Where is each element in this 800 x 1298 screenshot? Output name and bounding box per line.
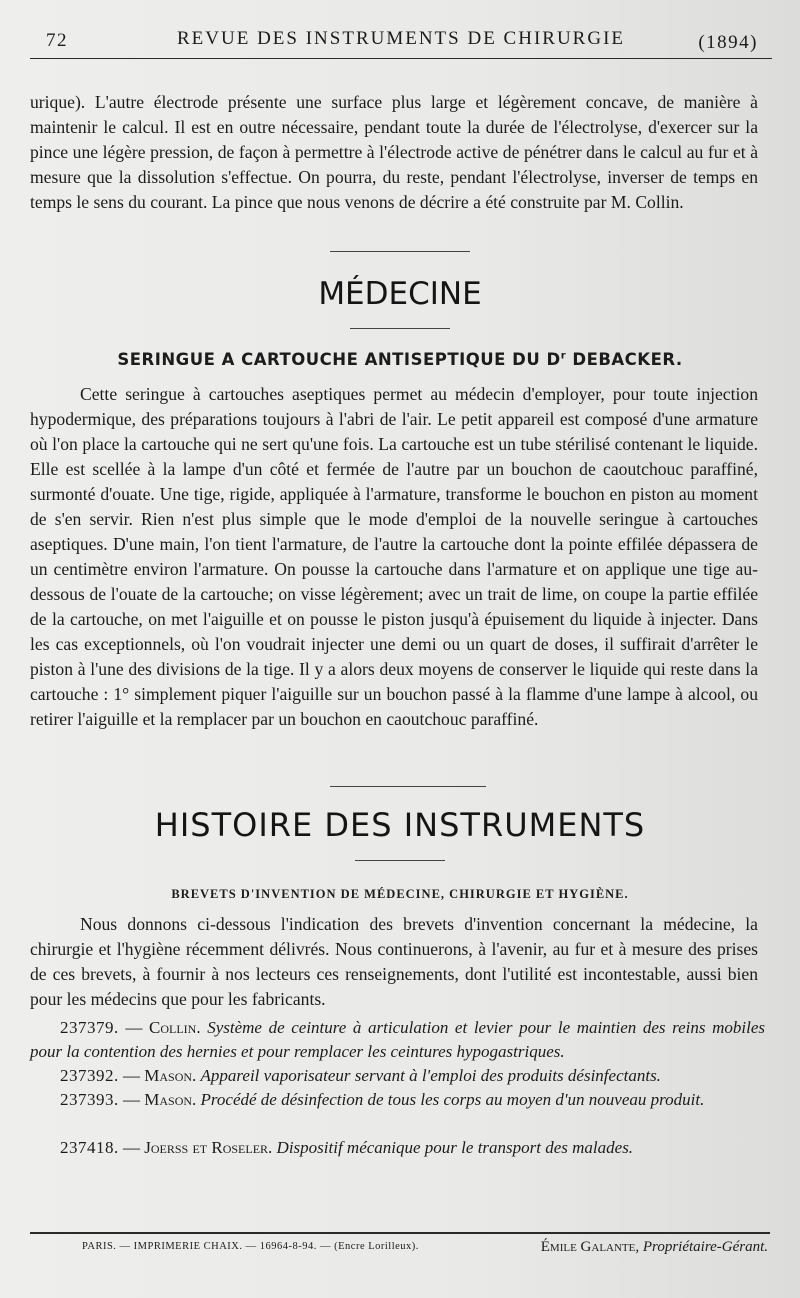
journal-title: REVUE DES INSTRUMENTS DE CHIRURGIE	[177, 28, 625, 49]
patent-number: 237393.	[60, 1090, 119, 1109]
footer-rule	[30, 1232, 770, 1234]
intro-paragraph: urique). L'autre électrode présente une surface plus large et légèrement concave, de manière à maintenir le calcul. Il est en outre nécessaire, pendant toute la durée de l'électrolyse, d'exercer sur la pince une légère pression, de façon à permettre à l'électrode active de pénétrer dans le calcul au fur et à mesure que la dissolution s'effectue. On pourra, du reste, pendant l'électrolyse, inverser de temps en temps le sens du courant. La pince que nous venons de décrire a été construite par M. Collin.	[30, 92, 758, 212]
patent-number: 237392.	[60, 1066, 119, 1085]
patent-number: 237418.	[60, 1138, 119, 1157]
manager-credit	[541, 1239, 768, 1256]
patent-holder: Mason	[144, 1090, 193, 1109]
patent-holder: Joerss et Roseler	[144, 1138, 269, 1157]
patent-entry: 237393. — Mason. Procédé de désinfection de tous les corps au moyen d'un nouveau produit.	[60, 1090, 705, 1109]
section-title-medecine: MÉDECINE	[318, 276, 482, 312]
patent-entry: 237418. — Joerss et Roseler. Dispositif mécanique pour le transport des malades.	[60, 1138, 634, 1157]
patent-entry: 237392. — Mason. Appareil vaporisateur servant à l'emploi des produits désinfectants.	[60, 1066, 661, 1085]
patent-number: 237379.	[60, 1018, 119, 1037]
patent-holder: Mason	[144, 1066, 193, 1085]
patents-intro: Nous donnons ci-dessous l'indication des brevets d'invention concernant la médecine, la chirurgie et l'hygiène récemment délivrés. Nous continuerons, à l'avenir, au fur et à mesure des prises de ces brevets, à fournir à nos lecteurs ces renseignements, dont l'utilité est incontestable, aussi bien pour les médecins que pour les fabricants.	[30, 914, 758, 1009]
patent-entry: 237379. — Collin. Système de ceinture à articulation et levier pour le maintien des reins mobiles pour la contention des hernies et pour remplacer les ceintures hypogastriques.	[30, 1018, 766, 1061]
manager-name: Émile Galante,	[540, 1239, 640, 1255]
manager-role: Propriétaire-Gérant.	[642, 1239, 768, 1255]
article-title-main: SERINGUE A CARTOUCHE ANTISEPTIQUE DU D	[117, 350, 561, 369]
article-title-end: DEBACKER.	[566, 350, 683, 369]
patent-description: Appareil vaporisateur servant à l'emploi des produits désinfectants.	[200, 1066, 661, 1085]
title-underline	[350, 328, 450, 329]
section-divider	[330, 251, 470, 252]
patents-subheading: BREVETS D'INVENTION DE MÉDECINE, CHIRURGIE ET HYGIÈNE.	[171, 887, 629, 901]
section-divider	[330, 786, 486, 787]
publication-year: (1894)	[698, 32, 758, 53]
title-underline	[355, 860, 445, 861]
patent-description: Système de ceinture à articulation et levier pour le maintien des reins mobiles pour la contention des hernies et pour remplacer les ceintures hypogastriques.	[30, 1018, 766, 1061]
page-number: 72	[46, 30, 68, 51]
article-title	[0, 350, 800, 369]
running-header	[30, 24, 772, 59]
section-title-histoire: HISTOIRE DES INSTRUMENTS	[154, 806, 646, 844]
printer-imprint: PARIS. — IMPRIMERIE CHAIX. — 16964-8-94. — (Encre Lorilleux).	[82, 1241, 419, 1252]
patent-description: Dispositif mécanique pour le transport des malades.	[276, 1138, 634, 1157]
medecine-body: Cette seringue à cartouches aseptiques permet au médecin d'employer, pour toute injection hypodermique, des préparations toujours à l'abri de l'air. Le petit appareil est composé d'une armature où l'on place la cartouche qui ne sert qu'une fois. La cartouche est un tube stérilisé contenant le liquide. Elle est scellée à la lampe d'un côté et fermée de l'autre par un bouchon de caoutchouc paraffiné, surmonté d'ouate. Une tige, rigide, appliquée à l'armature, transforme le bouchon en piston au moment de s'en servir. Rien n'est plus simple que le mode d'emploi de la nouvelle seringue à cartouches aseptiques. D'une main, l'on tient l'armature, de l'autre la cartouche dont la pointe effilée dépassera de un centimètre environ l'armature. On pousse la cartouche dans l'armature et on applique une tige au-dessous de l'ouate de la cartouche; on visse légèrement; avec un trait de lime, on coupe la partie effilée de la cartouche, on met l'aiguille et on pousse le piston jusqu'à épuisement du liquide à injecter. Dans les cas exceptionnels, où l'on voudrait injecter une demi ou un quart de doses, il suffirait d'arrêter le piston à l'une des divisions de la tige. Il y a alors deux moyens de conserver le liquide qui reste dans la cartouche : 1° simplement piquer l'aiguille sur un bouchon passé à la flamme d'une lampe à alcool, ou retirer l'aiguille et la remplacer par un bouchon en caoutchouc paraffiné.	[30, 384, 758, 729]
patent-holder: Collin	[149, 1018, 197, 1037]
article-title-sup: r	[560, 350, 567, 362]
patent-description: Procédé de désinfection de tous les corps au moyen d'un nouveau produit.	[200, 1090, 705, 1109]
